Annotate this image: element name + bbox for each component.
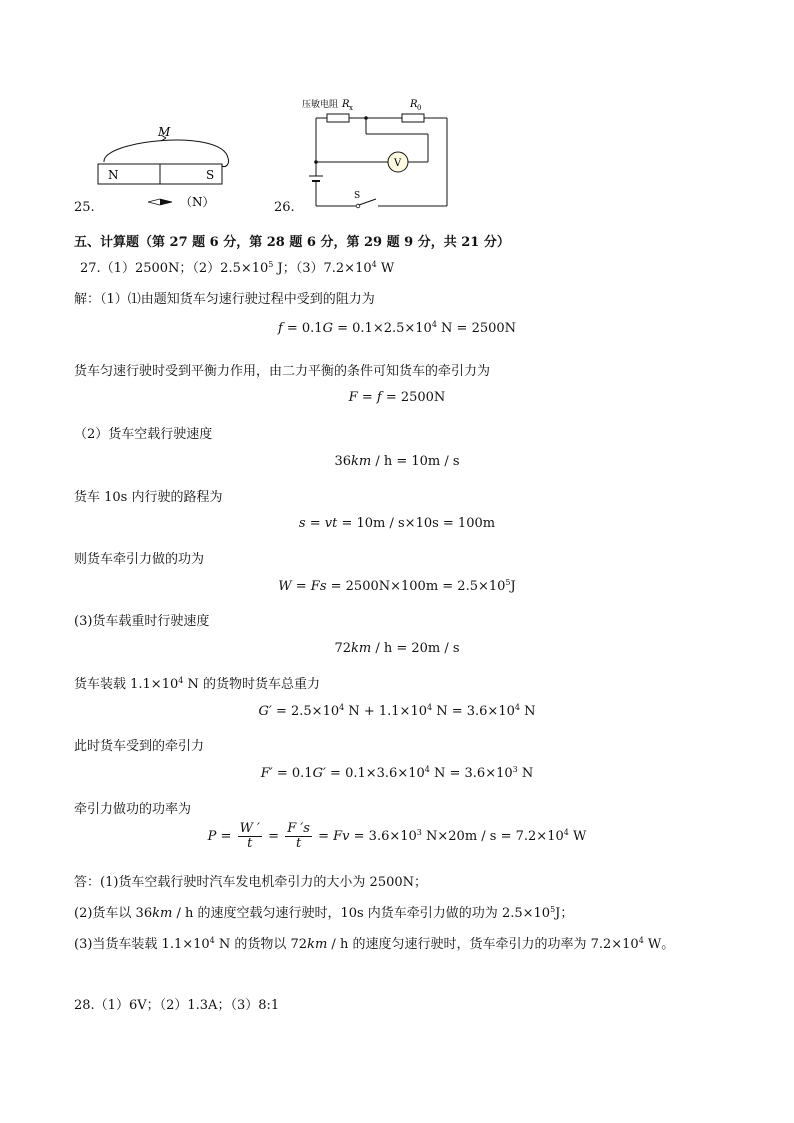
r0-label: R (410, 99, 418, 110)
text-power: 牵引力做功的功率为 (74, 802, 192, 817)
equation-total-weight: $G' = 2.5\times 10^4$ $N + 1.1\times 10^4$ $N = 3.6\times 10^4$ N (258, 703, 536, 719)
switch-label: S (354, 191, 361, 201)
rx-subscript: x (349, 104, 353, 112)
q28-answer-line: 28.（1）6V；（2）1.3A；（3）8:1 (74, 998, 280, 1013)
switch-lever (359, 199, 376, 205)
answer-2: (2)货车以 36km / h 的速度空载匀速行驶时，10s 内货车牵引力做的功为 $2.5\times 10^5J$； (74, 905, 574, 921)
equation-traction: F = f = 2500N (348, 390, 446, 405)
answer-1: 答：(1)货车空载行驶时汽车发电机牵引力的大小为 2500N； (74, 875, 428, 890)
sensor-label: 压敏电阻 (302, 100, 339, 110)
equation-loaded-traction: $F' = 0.1G' = 0.1\times 3.6\times 10^4$ $N = 3.6\times 10^3$ N (260, 765, 534, 781)
equation-loaded-speed: 72km / h = 20m / s (334, 641, 460, 656)
equation-empty-speed: 36km / h = 10m / s (334, 454, 460, 469)
pressure-resistor-rx (327, 114, 349, 122)
r0-subscript: 0 (417, 104, 422, 112)
solution-intro: 解：（1）⑴由题知货车匀速行驶过程中受到的阻力为 (74, 292, 375, 307)
text-distance: 货车 10s 内行驶的路程为 (74, 490, 223, 505)
rx-label: R (342, 99, 350, 110)
circuit-diagram (296, 92, 461, 217)
text-total-weight: 货车装载 $1.1\times 10^4$ N 的货物时货车总重力 (74, 676, 320, 692)
magnet-north-label: N (108, 168, 119, 182)
text-empty-speed: （2）货车空载行驶速度 (74, 427, 213, 442)
answer-3: (3)当货车装载 $1.1\times 10^4$ N 的货物以 72km / h 的速度匀速行驶时，货车牵引力的功率为 $7.2\times 10^4$ W。 (74, 936, 675, 952)
text-loaded-speed: (3)货车载重时行驶速度 (74, 614, 210, 629)
magnet-south-label: S (206, 168, 215, 182)
section-heading: 五、计算题（第 27 题 6 分，第 28 题 6 分，第 29 题 9 分，共 21 分） (74, 235, 510, 250)
question-25-number: 25. (74, 200, 95, 215)
magnet-field-diagram (92, 120, 242, 220)
field-line-label: M (158, 125, 171, 139)
text-work: 则货车牵引力做的功为 (74, 552, 205, 567)
equation-power: P = $\frac{W '}{t}$ = $\frac{F 's}{t}$ = $Fv = 3.6\times 10^3$ $N\times 20m / s = 7.2\times 10^4$ W (207, 821, 587, 851)
compass-label: （N） (180, 195, 215, 209)
magnetic-field-line (104, 140, 229, 166)
question-26-number: 26. (274, 200, 295, 215)
text-balance-force: 货车匀速行驶时受到平衡力作用，由二力平衡的条件可知货车的牵引力为 (74, 364, 491, 379)
voltmeter-label: V (394, 158, 402, 169)
resistor-r0 (402, 114, 424, 122)
equation-friction: $f = 0.1G = 0.1\times 2.5\times 10^4$ N = 2500N (277, 320, 517, 336)
q27-answer-line: 27.（1）2500N；$(2)2.5\times 10^5$ J；$(3)7.2\times 10^4$ W (80, 260, 395, 276)
equation-distance: s = vt = 10m / s×10s = 100m (298, 516, 496, 531)
text-loaded-traction: 此时货车受到的牵引力 (74, 739, 205, 754)
equation-work: $W = Fs = 2500N\times 100m = 2.5\times 10^5J$ (278, 578, 516, 594)
